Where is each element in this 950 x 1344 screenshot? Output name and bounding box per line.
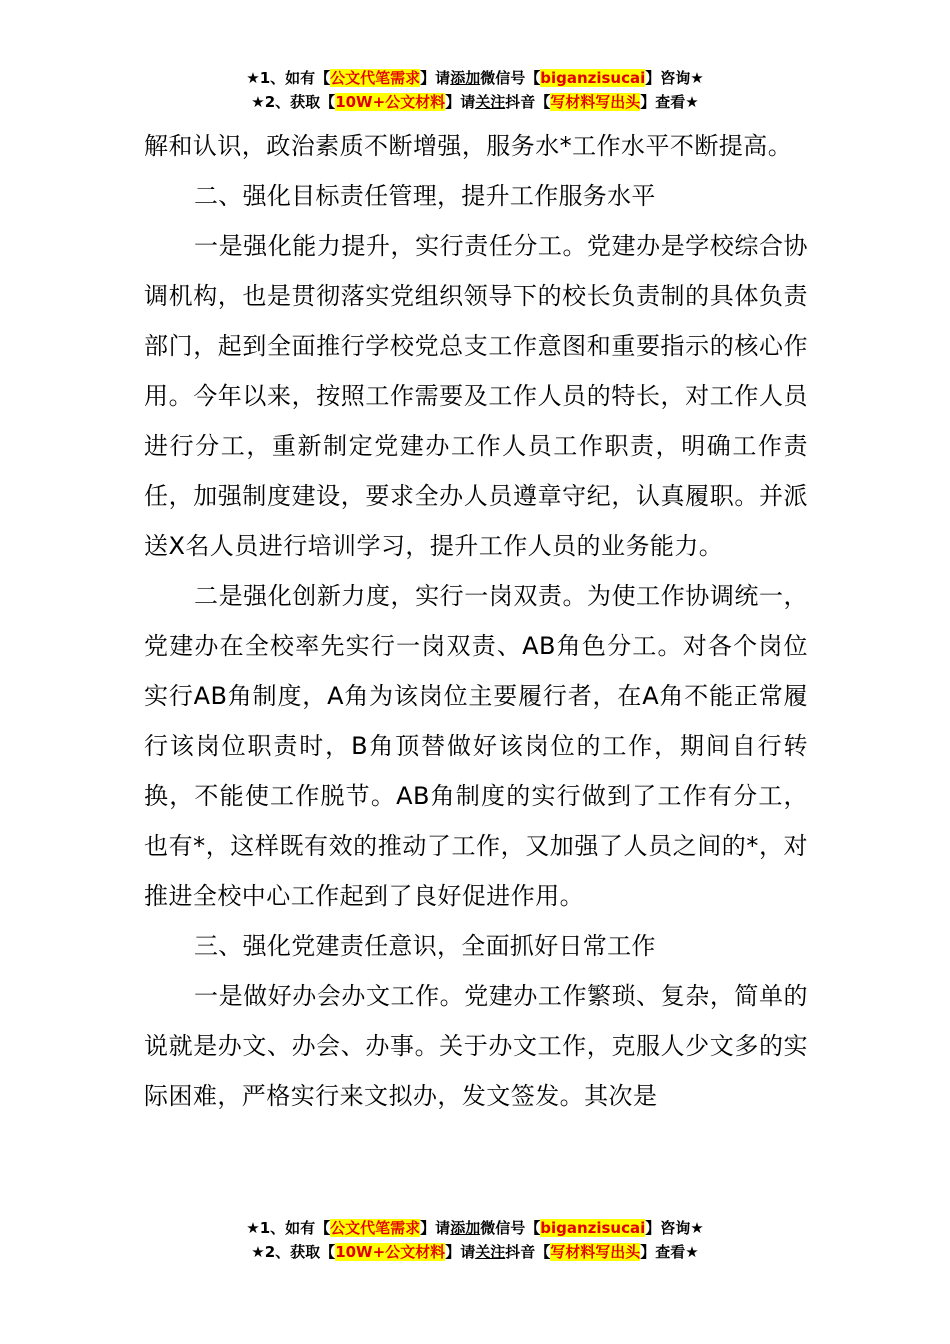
banner-line-1 bbox=[0, 1216, 950, 1240]
highlight-wechat-id: biganzisucai bbox=[540, 1219, 646, 1237]
bottom-banner bbox=[0, 1216, 950, 1264]
top-banner bbox=[0, 66, 950, 114]
banner-text: ★2、获取【 bbox=[251, 93, 336, 111]
paragraph-meetings-documents: 一是做好办会办文工作。党建办工作繁琐、复杂，简单的说就是办文、办会、办事。关于办文工作，克服人少文多的实际困难，严格实行来文拟办，发文签发。其次是 bbox=[144, 982, 808, 1110]
highlight-service: 公文代笔需求 bbox=[330, 1219, 421, 1237]
banner-text: 】请 bbox=[420, 1219, 451, 1237]
banner-text: 抖音【 bbox=[505, 93, 551, 111]
banner-underlined-text: 添加 bbox=[450, 1219, 481, 1237]
paragraph-innovation: 二是强化创新力度，实行一岗双责。为使工作协调统一，党建办在全校率先实行一岗双责、AB角色分工。对各个岗位实行AB角制度，A角为该岗位主要履行者，在A角不能正常履行该岗位职责时，B角顶替做好该岗位的工作，期间自行转换，不能使工作脱节。AB角制度的实行做到了工作有分工，也有*，这样既有效的推动了工作，又加强了人员之间的*，对推进全校中心工作起到了良好促进作用。 bbox=[144, 582, 808, 910]
banner-text: 微信号【 bbox=[480, 69, 541, 87]
banner-text: 】咨询★ bbox=[645, 1219, 704, 1237]
banner-text: 】请 bbox=[445, 93, 476, 111]
banner-text: 微信号【 bbox=[480, 1219, 541, 1237]
highlight-materials: 10W+公文材料 bbox=[335, 93, 446, 111]
banner-text: 】咨询★ bbox=[645, 69, 704, 87]
section-heading-2: 二、强化目标责任管理，提升工作服务水平 bbox=[194, 182, 656, 210]
paragraph-continuation: 解和认识，政治素质不断增强，服务水*工作水平不断提高。 bbox=[144, 132, 793, 160]
paragraph-capability: 一是强化能力提升，实行责任分工。党建办是学校综合协调机构，也是贯彻落实党组织领导下的校长负责制的具体负责部门，起到全面推行学校党总支工作意图和重要指示的核心作用。今年以来，按照工作需要及工作人员的特长，对工作人员进行分工，重新制定党建办工作人员工作职责，明确工作责任，加强制度建设，要求全办人员遵章守纪，认真履职。并派送X名人员进行培训学习，提升工作人员的业务能力。 bbox=[144, 232, 808, 560]
highlight-wechat-id: biganzisucai bbox=[540, 69, 646, 87]
section-heading-3: 三、强化党建责任意识，全面抓好日常工作 bbox=[194, 932, 656, 960]
banner-text: 】请 bbox=[420, 69, 451, 87]
banner-text: 】查看★ bbox=[640, 93, 699, 111]
highlight-service: 公文代笔需求 bbox=[330, 69, 421, 87]
banner-text: 】请 bbox=[445, 1243, 476, 1261]
banner-text: ★1、如有【 bbox=[246, 69, 331, 87]
document-body bbox=[144, 121, 808, 1121]
banner-underlined-text: 添加 bbox=[450, 69, 481, 87]
banner-text: 抖音【 bbox=[505, 1243, 551, 1261]
banner-underlined-text: 关注 bbox=[475, 93, 506, 111]
highlight-douyin-account: 写材料写出头 bbox=[550, 93, 641, 111]
highlight-douyin-account: 写材料写出头 bbox=[550, 1243, 641, 1261]
banner-line-2 bbox=[0, 90, 950, 114]
banner-line-2 bbox=[0, 1240, 950, 1264]
banner-text: ★2、获取【 bbox=[251, 1243, 336, 1261]
banner-text: 】查看★ bbox=[640, 1243, 699, 1261]
highlight-materials: 10W+公文材料 bbox=[335, 1243, 446, 1261]
banner-text: ★1、如有【 bbox=[246, 1219, 331, 1237]
banner-line-1 bbox=[0, 66, 950, 90]
banner-underlined-text: 关注 bbox=[475, 1243, 506, 1261]
